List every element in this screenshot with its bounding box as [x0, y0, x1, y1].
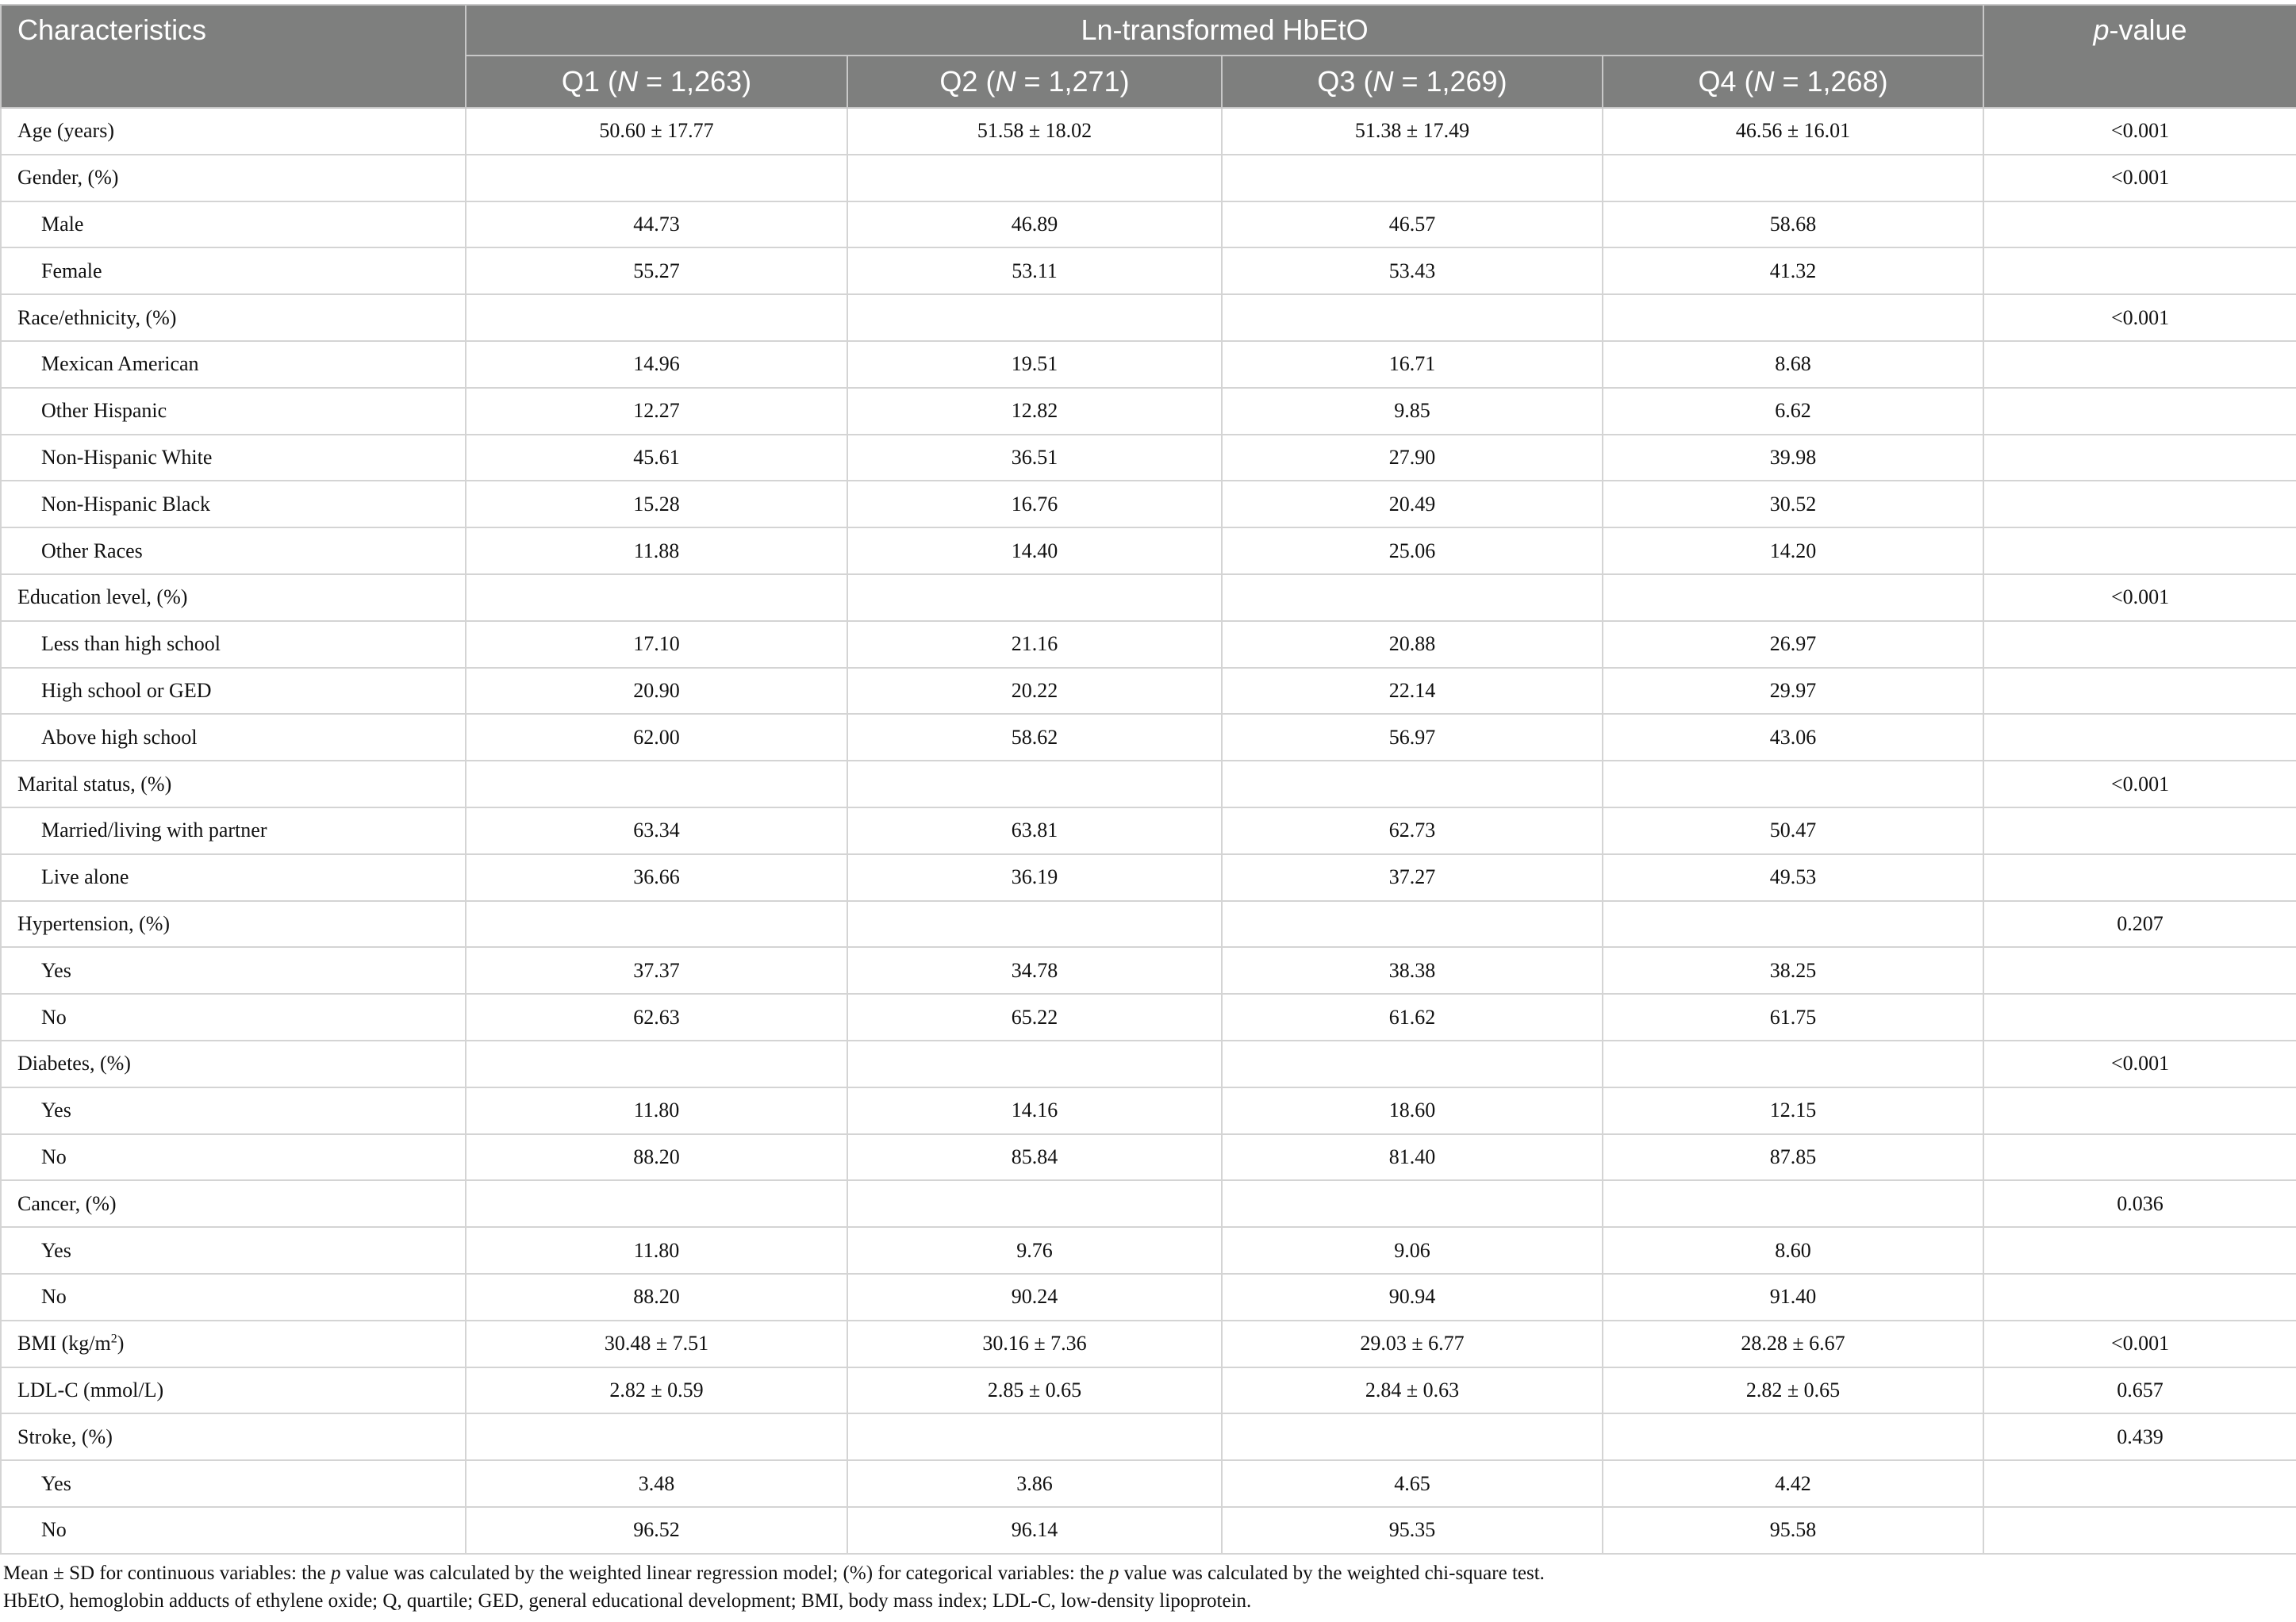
header-quartile-4: Q4 (N = 1,268): [1603, 56, 1983, 108]
cell-q3: 9.85: [1222, 388, 1603, 435]
row-label: [1, 1367, 466, 1414]
cell-q2: [847, 155, 1222, 201]
row-label: [1, 621, 466, 668]
cell-pvalue: [1983, 201, 2296, 248]
cell-pvalue: [1983, 481, 2296, 527]
row-label: [1, 1041, 466, 1087]
row-label-superscript: 2: [110, 1332, 117, 1346]
cell-q3: [1222, 1180, 1603, 1227]
row-label: [1, 854, 466, 901]
table-row: [1, 1367, 2296, 1414]
row-label-text: Other Races: [41, 539, 143, 562]
table-row: [1, 341, 2296, 388]
row-label: [1, 668, 466, 715]
row-label: [1, 1321, 466, 1367]
row-label-text: Hypertension, (%): [17, 911, 171, 935]
cell-q2: [847, 294, 1222, 341]
table-row: [1, 947, 2296, 994]
cell-pvalue: [1983, 807, 2296, 854]
cell-q2: 2.85 ± 0.65: [847, 1367, 1222, 1414]
cell-q4: 41.32: [1603, 247, 1983, 294]
cell-pvalue: [1983, 947, 2296, 994]
table-row: [1, 714, 2296, 761]
row-label: [1, 714, 466, 761]
row-label-text: Education level, (%): [17, 585, 188, 609]
cell-pvalue: 0.036: [1983, 1180, 2296, 1227]
cell-q4: 91.40: [1603, 1274, 1983, 1321]
cell-q1: 44.73: [466, 201, 847, 248]
cell-q2: 21.16: [847, 621, 1222, 668]
row-label: [1, 994, 466, 1041]
cell-q1: 20.90: [466, 668, 847, 715]
footnote-methods: [0, 1563, 2296, 1585]
table-row: [1, 294, 2296, 341]
cell-q4: [1603, 1041, 1983, 1087]
cell-q2: 3.86: [847, 1460, 1222, 1507]
cell-q2: 14.40: [847, 527, 1222, 574]
header-quartile-3: Q3 (N = 1,269): [1222, 56, 1603, 108]
row-label-text: Stroke, (%): [17, 1425, 113, 1448]
cell-q3: 37.27: [1222, 854, 1603, 901]
table-row: [1, 1321, 2296, 1367]
row-label-text: LDL-C (mmol/L): [17, 1378, 164, 1402]
table-row: [1, 574, 2296, 621]
cell-q4: 14.20: [1603, 527, 1983, 574]
cell-q1: [466, 1413, 847, 1460]
table-row: [1, 901, 2296, 948]
table-row: [1, 621, 2296, 668]
cell-q2: [847, 574, 1222, 621]
quartile-n-var: N: [1373, 65, 1394, 98]
row-label-text: Diabetes, (%): [17, 1052, 131, 1076]
cell-q3: [1222, 761, 1603, 807]
table-row: [1, 108, 2296, 155]
row-label: [1, 1087, 466, 1134]
cell-pvalue: [1983, 1134, 2296, 1181]
cell-pvalue: [1983, 435, 2296, 481]
cell-q4: 6.62: [1603, 388, 1983, 435]
cell-q1: 88.20: [466, 1274, 847, 1321]
cell-pvalue: [1983, 247, 2296, 294]
cell-q4: 8.68: [1603, 341, 1983, 388]
cell-q2: [847, 1180, 1222, 1227]
cell-q1: 11.80: [466, 1227, 847, 1274]
row-label: [1, 481, 466, 527]
row-label: [1, 1274, 466, 1321]
table-row: [1, 1460, 2296, 1507]
cell-pvalue: <0.001: [1983, 1321, 2296, 1367]
table-row: [1, 854, 2296, 901]
cell-q4: 4.42: [1603, 1460, 1983, 1507]
header-group-title: Ln-transformed HbEtO: [466, 5, 1983, 56]
row-label-text: Married/living with partner: [41, 819, 267, 842]
row-label-text: BMI (kg/m: [17, 1332, 111, 1356]
cell-q4: 58.68: [1603, 201, 1983, 248]
cell-q4: [1603, 761, 1983, 807]
cell-pvalue: <0.001: [1983, 108, 2296, 155]
row-label: [1, 294, 466, 341]
cell-q4: 2.82 ± 0.65: [1603, 1367, 1983, 1414]
table-row: [1, 668, 2296, 715]
cell-q1: 12.27: [466, 388, 847, 435]
table-row: [1, 527, 2296, 574]
cell-q1: [466, 761, 847, 807]
cell-q1: 96.52: [466, 1507, 847, 1554]
table-row: [1, 1180, 2296, 1227]
cell-pvalue: <0.001: [1983, 761, 2296, 807]
row-label-text: Non-Hispanic White: [41, 445, 213, 469]
quartile-n-var: N: [1753, 65, 1775, 98]
cell-q2: 58.62: [847, 714, 1222, 761]
cell-pvalue: <0.001: [1983, 155, 2296, 201]
cell-q3: [1222, 294, 1603, 341]
cell-q2: 36.51: [847, 435, 1222, 481]
row-label: [1, 1134, 466, 1181]
cell-pvalue: [1983, 527, 2296, 574]
row-label: [1, 155, 466, 201]
cell-q1: 15.28: [466, 481, 847, 527]
cell-pvalue: 0.207: [1983, 901, 2296, 948]
cell-q3: 25.06: [1222, 527, 1603, 574]
table-row: [1, 247, 2296, 294]
cell-q1: [466, 294, 847, 341]
cell-q3: 29.03 ± 6.77: [1222, 1321, 1603, 1367]
cell-pvalue: [1983, 621, 2296, 668]
row-label-text: Male: [41, 212, 84, 236]
cell-q3: 56.97: [1222, 714, 1603, 761]
cell-q3: 20.49: [1222, 481, 1603, 527]
cell-q3: 46.57: [1222, 201, 1603, 248]
cell-pvalue: [1983, 668, 2296, 715]
row-label: [1, 435, 466, 481]
cell-q2: 85.84: [847, 1134, 1222, 1181]
cell-q1: 2.82 ± 0.59: [466, 1367, 847, 1414]
row-label: [1, 341, 466, 388]
header-pvalue-p: p: [2093, 13, 2110, 46]
cell-q1: [466, 901, 847, 948]
cell-q3: 51.38 ± 17.49: [1222, 108, 1603, 155]
cell-q2: 19.51: [847, 341, 1222, 388]
row-label-text: Marital status, (%): [17, 772, 172, 796]
row-label-text: Gender, (%): [17, 166, 119, 190]
row-label-text: Live alone: [41, 865, 129, 889]
row-label: [1, 201, 466, 248]
footnote-text: value was calculated by the weighted chi-square test.: [1119, 1563, 1545, 1584]
cell-q2: 51.58 ± 18.02: [847, 108, 1222, 155]
cell-q3: [1222, 1041, 1603, 1087]
quartile-n-value: 1,268: [1806, 65, 1879, 98]
cell-q4: 38.25: [1603, 947, 1983, 994]
cell-q2: 16.76: [847, 481, 1222, 527]
cell-q3: 61.62: [1222, 994, 1603, 1041]
cell-q4: 95.58: [1603, 1507, 1983, 1554]
cell-q3: 9.06: [1222, 1227, 1603, 1274]
cell-q4: 46.56 ± 16.01: [1603, 108, 1983, 155]
cell-q4: 28.28 ± 6.67: [1603, 1321, 1983, 1367]
row-label-text: High school or GED: [41, 678, 212, 702]
cell-pvalue: [1983, 1460, 2296, 1507]
table-row: [1, 761, 2296, 807]
row-label: [1, 807, 466, 854]
table-row: [1, 1087, 2296, 1134]
cell-q3: 53.43: [1222, 247, 1603, 294]
cell-q2: 9.76: [847, 1227, 1222, 1274]
cell-q3: 18.60: [1222, 1087, 1603, 1134]
row-label: [1, 1460, 466, 1507]
cell-q2: 14.16: [847, 1087, 1222, 1134]
quartile-n-var: N: [616, 65, 638, 98]
row-label-text: Less than high school: [41, 632, 221, 656]
table-row: [1, 1274, 2296, 1321]
row-label-text: Yes: [41, 958, 71, 982]
row-label: [1, 574, 466, 621]
characteristics-table: [0, 4, 2296, 1555]
quartile-label: Q4: [1698, 65, 1737, 98]
table-row: [1, 1413, 2296, 1460]
row-label-text: Above high school: [41, 725, 198, 749]
cell-q2: 65.22: [847, 994, 1222, 1041]
table-row: [1, 155, 2296, 201]
cell-q4: [1603, 1413, 1983, 1460]
cell-q1: 11.88: [466, 527, 847, 574]
cell-q3: 20.88: [1222, 621, 1603, 668]
quartile-label: Q3: [1317, 65, 1356, 98]
cell-q3: [1222, 574, 1603, 621]
cell-q2: [847, 901, 1222, 948]
row-label: [1, 947, 466, 994]
row-label: [1, 1413, 466, 1460]
row-label: [1, 761, 466, 807]
cell-q3: 81.40: [1222, 1134, 1603, 1181]
cell-pvalue: <0.001: [1983, 294, 2296, 341]
row-label-text: Cancer, (%): [17, 1191, 117, 1215]
row-label: [1, 388, 466, 435]
header-quartile-1: Q1 (N = 1,263): [466, 56, 847, 108]
cell-q3: [1222, 901, 1603, 948]
quartile-n-value: 1,263: [670, 65, 743, 98]
cell-pvalue: 0.657: [1983, 1367, 2296, 1414]
cell-q4: [1603, 901, 1983, 948]
footnote-text: value was calculated by the weighted linear regression model; (%) for categorical variables: the: [340, 1563, 1109, 1584]
header-pvalue-rest: -value: [2109, 13, 2187, 46]
cell-q3: 16.71: [1222, 341, 1603, 388]
table-row: [1, 435, 2296, 481]
row-label-text: Yes: [41, 1471, 71, 1495]
cell-q4: 49.53: [1603, 854, 1983, 901]
header-quartile-2: Q2 (N = 1,271): [847, 56, 1222, 108]
cell-q2: 46.89: [847, 201, 1222, 248]
row-label-text: Non-Hispanic Black: [41, 492, 211, 516]
cell-q1: 11.80: [466, 1087, 847, 1134]
cell-pvalue: [1983, 854, 2296, 901]
quartile-label: Q2: [939, 65, 978, 98]
quartile-n-var: N: [995, 65, 1016, 98]
cell-q2: [847, 1413, 1222, 1460]
cell-q1: 36.66: [466, 854, 847, 901]
cell-q1: [466, 1180, 847, 1227]
table-row: [1, 1227, 2296, 1274]
cell-q2: [847, 1041, 1222, 1087]
cell-q3: 90.94: [1222, 1274, 1603, 1321]
row-label: [1, 1227, 466, 1274]
cell-pvalue: [1983, 341, 2296, 388]
cell-pvalue: <0.001: [1983, 1041, 2296, 1087]
cell-q3: [1222, 155, 1603, 201]
cell-q3: 38.38: [1222, 947, 1603, 994]
row-label: [1, 1180, 466, 1227]
table-header: [1, 5, 2296, 108]
row-label: [1, 247, 466, 294]
cell-q3: 62.73: [1222, 807, 1603, 854]
cell-q1: 17.10: [466, 621, 847, 668]
cell-q2: 36.19: [847, 854, 1222, 901]
table-row: [1, 994, 2296, 1041]
row-label-text: Mexican American: [41, 352, 199, 376]
cell-q1: 45.61: [466, 435, 847, 481]
cell-pvalue: [1983, 714, 2296, 761]
row-label: [1, 108, 466, 155]
cell-q1: 50.60 ± 17.77: [466, 108, 847, 155]
cell-q4: 29.97: [1603, 668, 1983, 715]
cell-q4: 43.06: [1603, 714, 1983, 761]
cell-q2: 20.22: [847, 668, 1222, 715]
cell-pvalue: [1983, 1087, 2296, 1134]
row-label-text: Other Hispanic: [41, 399, 167, 423]
cell-q4: [1603, 294, 1983, 341]
cell-q1: [466, 1041, 847, 1087]
cell-q3: 2.84 ± 0.63: [1222, 1367, 1603, 1414]
row-label-text: No: [41, 1518, 67, 1542]
row-label-text: Female: [41, 259, 102, 282]
cell-q4: 50.47: [1603, 807, 1983, 854]
cell-pvalue: [1983, 388, 2296, 435]
cell-q2: 96.14: [847, 1507, 1222, 1554]
row-label-text: No: [41, 1005, 67, 1029]
row-label-text: No: [41, 1285, 67, 1309]
cell-q1: 37.37: [466, 947, 847, 994]
cell-pvalue: 0.439: [1983, 1413, 2296, 1460]
cell-q1: 30.48 ± 7.51: [466, 1321, 847, 1367]
row-label-text: No: [41, 1145, 67, 1168]
cell-q4: [1603, 155, 1983, 201]
table-row: [1, 1507, 2296, 1554]
header-characteristics: Characteristics: [1, 5, 466, 108]
table-row: [1, 388, 2296, 435]
row-label: [1, 527, 466, 574]
row-label-suffix: ): [117, 1332, 125, 1356]
cell-pvalue: <0.001: [1983, 574, 2296, 621]
cell-q4: [1603, 1180, 1983, 1227]
cell-q1: 62.00: [466, 714, 847, 761]
cell-q1: 62.63: [466, 994, 847, 1041]
cell-pvalue: [1983, 1507, 2296, 1554]
cell-q4: 30.52: [1603, 481, 1983, 527]
table-row: [1, 481, 2296, 527]
cell-q1: 88.20: [466, 1134, 847, 1181]
cell-q2: 30.16 ± 7.36: [847, 1321, 1222, 1367]
row-label-text: Age (years): [17, 119, 114, 143]
table-row: [1, 807, 2296, 854]
cell-q1: 3.48: [466, 1460, 847, 1507]
footnote-text: Mean ± SD for continuous variables: the: [3, 1563, 331, 1584]
cell-q2: 34.78: [847, 947, 1222, 994]
table-row: [1, 1134, 2296, 1181]
cell-q4: 87.85: [1603, 1134, 1983, 1181]
table-row: [1, 201, 2296, 248]
footnote-p-italic: p: [330, 1563, 341, 1584]
table-body: [1, 108, 2296, 1554]
row-label-text: Race/ethnicity, (%): [17, 305, 177, 329]
cell-q2: 12.82: [847, 388, 1222, 435]
cell-q4: 8.60: [1603, 1227, 1983, 1274]
cell-q3: [1222, 1413, 1603, 1460]
row-label-text: Yes: [41, 1238, 71, 1262]
footnote-p-italic: p: [1108, 1563, 1119, 1584]
cell-q1: [466, 155, 847, 201]
row-label: [1, 1507, 466, 1554]
row-label: [1, 901, 466, 948]
cell-q3: 27.90: [1222, 435, 1603, 481]
quartile-n-value: 1,269: [1426, 65, 1498, 98]
cell-q4: 26.97: [1603, 621, 1983, 668]
cell-pvalue: [1983, 994, 2296, 1041]
cell-pvalue: [1983, 1274, 2296, 1321]
quartile-n-value: 1,271: [1048, 65, 1120, 98]
cell-q4: 61.75: [1603, 994, 1983, 1041]
cell-q1: 14.96: [466, 341, 847, 388]
cell-q1: [466, 574, 847, 621]
cell-pvalue: [1983, 1227, 2296, 1274]
footnote-abbreviations: HbEtO, hemoglobin adducts of ethylene oxide; Q, quartile; GED, general educational development; BMI, body mass index; LDL-C, low-density lipoprotein.: [3, 1590, 1252, 1612]
cell-q2: 53.11: [847, 247, 1222, 294]
cell-q3: 22.14: [1222, 668, 1603, 715]
header-pvalue: [1983, 5, 2296, 108]
quartile-label: Q1: [561, 65, 600, 98]
row-label-text: Yes: [41, 1099, 71, 1122]
cell-q2: 63.81: [847, 807, 1222, 854]
cell-q3: 95.35: [1222, 1507, 1603, 1554]
cell-q4: 12.15: [1603, 1087, 1983, 1134]
cell-q2: [847, 761, 1222, 807]
cell-q1: 55.27: [466, 247, 847, 294]
cell-q3: 4.65: [1222, 1460, 1603, 1507]
cell-q4: [1603, 574, 1983, 621]
cell-q2: 90.24: [847, 1274, 1222, 1321]
cell-q4: 39.98: [1603, 435, 1983, 481]
table-row: [1, 1041, 2296, 1087]
cell-q1: 63.34: [466, 807, 847, 854]
